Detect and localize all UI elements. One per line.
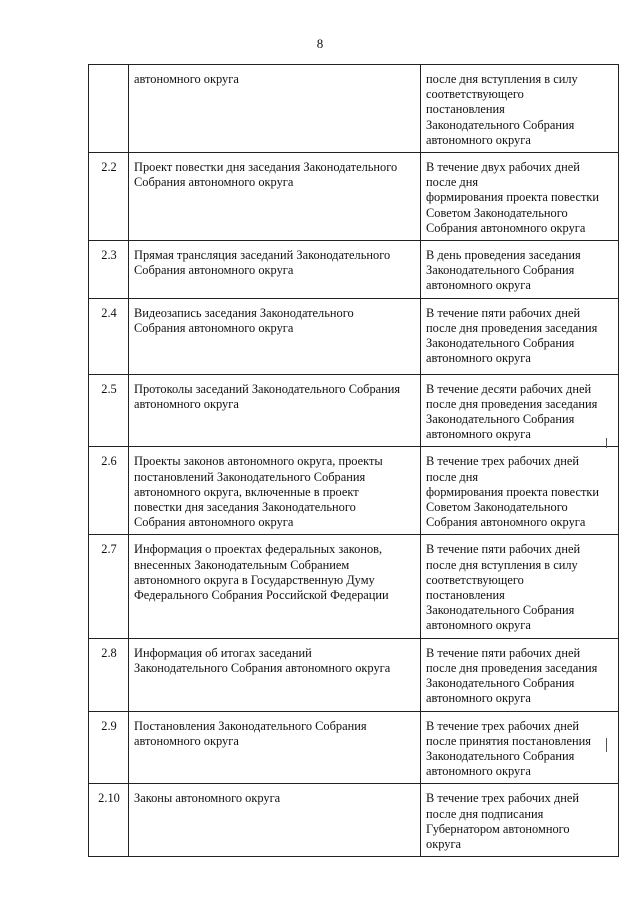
- description-line: Законодательного Собрания автономного округа: [134, 660, 391, 675]
- row-description: [129, 374, 421, 447]
- deadline-line: постановления: [426, 102, 505, 117]
- deadline-line: автономного округа: [426, 764, 531, 779]
- table-row: [89, 638, 619, 711]
- deadline-line: В течение пяти рабочих дней: [426, 542, 581, 557]
- table-body: [89, 65, 619, 857]
- deadline-line: автономного округа: [426, 278, 531, 293]
- table-row: [89, 65, 619, 153]
- table-row: [89, 711, 619, 784]
- row-deadline: [421, 241, 619, 299]
- deadline-line: В течение двух рабочих дней: [426, 160, 580, 175]
- row-description: [129, 65, 421, 153]
- deadline-line: после дня проведения заседания: [426, 320, 598, 335]
- scan-mark: [606, 438, 607, 448]
- deadline-line: Законодательного Собрания: [426, 603, 575, 618]
- description-line: Собрания автономного округа: [134, 175, 294, 190]
- description-line: Протоколы заседаний Законодательного Собрания: [134, 381, 401, 396]
- description-line: автономного округа в Государственную Думу: [134, 572, 375, 587]
- deadline-line: автономного округа: [426, 351, 531, 366]
- deadline-line: В течение пяти рабочих дней: [426, 645, 581, 660]
- row-number: 2.10: [89, 784, 129, 857]
- table-row: [89, 447, 619, 535]
- deadline-line: Собрания автономного округа: [426, 515, 586, 530]
- description-line: Проекты законов автономного округа, проекты: [134, 454, 383, 469]
- description-line: Законы автономного округа: [134, 791, 281, 806]
- table-row: [89, 298, 619, 374]
- deadline-line: В течение трех рабочих дней: [426, 454, 580, 469]
- deadline-line: В течение трех рабочих дней: [426, 791, 580, 806]
- deadline-line: постановления: [426, 588, 505, 603]
- deadline-line: В течение пяти рабочих дней: [426, 305, 581, 320]
- deadline-line: автономного округа: [426, 618, 531, 633]
- deadline-line: В течение трех рабочих дней: [426, 718, 580, 733]
- description-line: Постановления Законодательного Собрания: [134, 718, 367, 733]
- row-deadline: [421, 784, 619, 857]
- row-description: [129, 784, 421, 857]
- row-number: 2.4: [89, 298, 129, 374]
- deadline-line: Советом Законодательного: [426, 205, 568, 220]
- scan-mark: [606, 738, 607, 752]
- deadline-line: соответствующего: [426, 87, 524, 102]
- description-line: Собрания автономного округа: [134, 320, 294, 335]
- row-deadline: [421, 535, 619, 638]
- deadline-line: автономного округа: [426, 427, 531, 442]
- deadline-line: В течение десяти рабочих дней: [426, 381, 592, 396]
- row-deadline: [421, 447, 619, 535]
- publication-table: [88, 64, 619, 857]
- row-deadline: [421, 374, 619, 447]
- row-deadline: [421, 711, 619, 784]
- description-line: Информация об итогах заседаний: [134, 645, 312, 660]
- deadline-line: Законодательного Собрания: [426, 117, 575, 132]
- description-line: автономного округа: [134, 396, 239, 411]
- row-number: 2.3: [89, 241, 129, 299]
- deadline-line: Законодательного Собрания: [426, 263, 575, 278]
- description-line: Федерального Собрания Российской Федерации: [134, 588, 389, 603]
- row-description: [129, 153, 421, 241]
- row-number: [89, 65, 129, 153]
- description-line: Видеозапись заседания Законодательного: [134, 305, 354, 320]
- row-number: 2.2: [89, 153, 129, 241]
- deadline-line: Советом Законодательного: [426, 500, 568, 515]
- row-description: [129, 638, 421, 711]
- deadline-line: после дня проведения заседания: [426, 660, 598, 675]
- deadline-line: формирования проекта повестки: [426, 484, 600, 499]
- deadline-line: Губернатором автономного: [426, 821, 570, 836]
- row-number: 2.6: [89, 447, 129, 535]
- deadline-line: после дня вступления в силу: [426, 72, 578, 86]
- row-deadline: [421, 153, 619, 241]
- row-number: 2.8: [89, 638, 129, 711]
- description-line: постановлений Законодательного Собрания: [134, 469, 366, 484]
- deadline-line: после дня: [426, 175, 479, 190]
- table-row: [89, 784, 619, 857]
- description-line: повестки дня заседания Законодательного: [134, 500, 356, 515]
- row-deadline: [421, 65, 619, 153]
- row-description: [129, 711, 421, 784]
- deadline-line: после дня: [426, 469, 479, 484]
- row-description: [129, 241, 421, 299]
- deadline-line: Законодательного Собрания: [426, 676, 575, 691]
- row-number: 2.9: [89, 711, 129, 784]
- deadline-line: автономного округа: [426, 691, 531, 706]
- deadline-line: Законодательного Собрания: [426, 336, 575, 351]
- deadline-line: округа: [426, 836, 462, 851]
- deadline-line: Законодательного Собрания: [426, 412, 575, 427]
- deadline-line: после дня вступления в силу: [426, 557, 578, 572]
- deadline-line: после принятия постановления: [426, 733, 591, 748]
- deadline-line: соответствующего: [426, 572, 524, 587]
- row-description: [129, 535, 421, 638]
- deadline-line: после дня подписания: [426, 806, 544, 821]
- table-row: [89, 535, 619, 638]
- table-row: [89, 374, 619, 447]
- description-line: автономного округа: [134, 72, 239, 86]
- description-line: автономного округа: [134, 733, 239, 748]
- table-row: [89, 241, 619, 299]
- description-line: внесенных Законодательным Собранием: [134, 557, 350, 572]
- description-line: Проект повестки дня заседания Законодательного: [134, 160, 398, 175]
- row-deadline: [421, 638, 619, 711]
- row-deadline: [421, 298, 619, 374]
- table-row: [89, 153, 619, 241]
- description-line: Прямая трансляция заседаний Законодательного: [134, 248, 391, 263]
- description-line: автономного округа, включенные в проект: [134, 484, 359, 499]
- deadline-line: автономного округа: [426, 132, 531, 147]
- row-description: [129, 447, 421, 535]
- deadline-line: В день проведения заседания: [426, 248, 581, 263]
- page-number: 8: [316, 36, 324, 51]
- row-number: 2.7: [89, 535, 129, 638]
- description-line: Информация о проектах федеральных законов,: [134, 542, 383, 557]
- deadline-line: Собрания автономного округа: [426, 220, 586, 235]
- description-line: Собрания автономного округа: [134, 515, 294, 530]
- row-number: 2.5: [89, 374, 129, 447]
- description-line: Собрания автономного округа: [134, 263, 294, 278]
- deadline-line: формирования проекта повестки: [426, 190, 600, 205]
- deadline-line: после дня проведения заседания: [426, 396, 598, 411]
- deadline-line: Законодательного Собрания: [426, 748, 575, 763]
- row-description: [129, 298, 421, 374]
